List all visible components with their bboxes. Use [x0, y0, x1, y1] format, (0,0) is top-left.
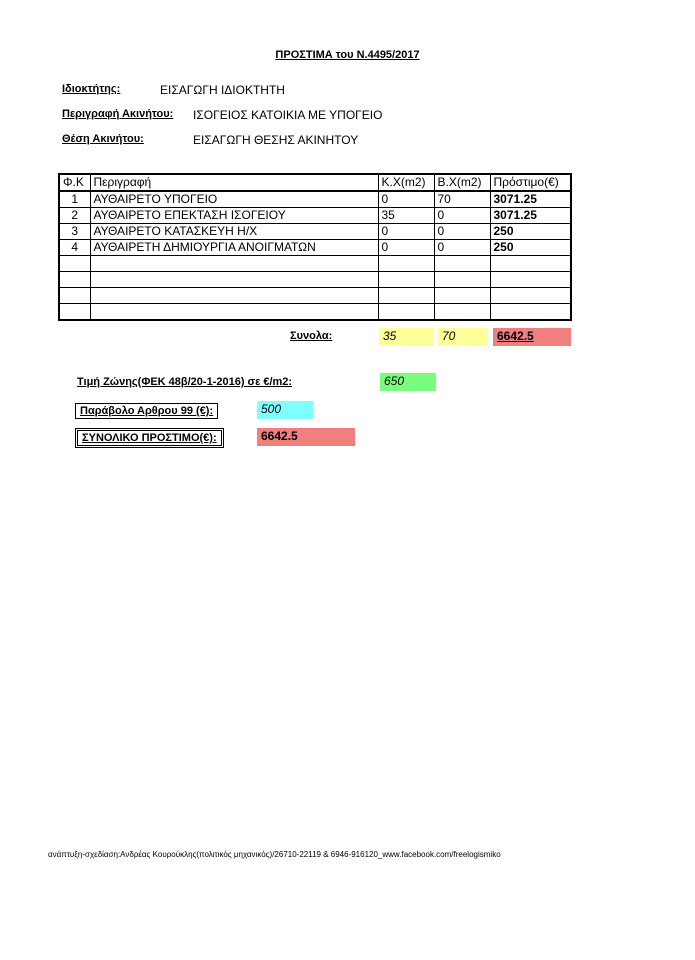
table-row — [59, 208, 571, 224]
cell-empty — [378, 272, 434, 288]
table-row-empty — [59, 304, 571, 321]
header-description: Περιγραφή — [90, 174, 378, 191]
cell-empty — [434, 256, 490, 272]
totals-fine: 6642.5 — [493, 328, 571, 346]
cell-fk: 2 — [59, 208, 90, 224]
cell-kx: 0 — [378, 240, 434, 256]
totals-kx: 35 — [379, 328, 433, 346]
header-bx: Β.Χ(m2) — [434, 174, 490, 191]
total-fine-value: 6642.5 — [257, 428, 355, 446]
property-description-label: Περιγραφή Ακινήτου: — [62, 108, 174, 120]
cell-kx: 0 — [378, 224, 434, 240]
cell-empty — [490, 256, 571, 272]
cell-empty — [378, 256, 434, 272]
cell-empty — [490, 272, 571, 288]
cell-fine: 250 — [490, 240, 571, 256]
page-title — [0, 49, 695, 61]
cell-empty — [434, 304, 490, 321]
cell-fk: 3 — [59, 224, 90, 240]
violations-table — [58, 173, 572, 321]
cell-empty — [378, 304, 434, 321]
table-row-empty — [59, 256, 571, 272]
cell-empty — [434, 272, 490, 288]
cell-empty — [59, 304, 90, 321]
table-header-row — [59, 174, 571, 191]
cell-fine: 3071.25 — [490, 191, 571, 208]
totals-bx: 70 — [438, 328, 488, 346]
fee-label-text: Παράβολο Αρθρου 99 (€): — [80, 405, 214, 417]
cell-description: ΑΥΘΑΙΡΕΤΟ ΕΠΕΚΤΑΣΗ ΙΣΟΓΕΙΟΥ — [90, 208, 378, 224]
zone-price-label: Τιμή Ζώνης(ΦΕΚ 48β/20-1-2016) σε €/m2: — [77, 376, 293, 388]
cell-empty — [490, 304, 571, 321]
cell-empty — [59, 288, 90, 304]
cell-empty — [434, 288, 490, 304]
table-row — [59, 240, 571, 256]
owner-label: Ιδιοκτήτης: — [62, 83, 121, 95]
cell-description: ΑΥΘΑΙΡΕΤΟ ΚΑΤΑΣΚΕΥΗ Η/Χ — [90, 224, 378, 240]
cell-fk: 1 — [59, 191, 90, 208]
cell-bx: 0 — [434, 224, 490, 240]
cell-empty — [378, 288, 434, 304]
cell-kx: 35 — [378, 208, 434, 224]
total-fine-label — [75, 428, 224, 448]
property-location-label: Θέση Ακινήτου: — [62, 133, 144, 145]
cell-empty — [90, 288, 378, 304]
cell-description: ΑΥΘΑΙΡΕΤΟ ΥΠΟΓΕΙΟ — [90, 191, 378, 208]
property-description-value: ΙΣΟΓΕΙΟΣ ΚΑΤΟΙΚΙΑ ΜΕ ΥΠΟΓΕΙΟ — [193, 108, 383, 122]
cell-empty — [90, 272, 378, 288]
table-row-empty — [59, 288, 571, 304]
total-fine-label-text: ΣΥΝΟΛΙΚΟ ΠΡΟΣΤΙΜΟ(€): — [82, 432, 217, 444]
cell-bx: 0 — [434, 240, 490, 256]
property-location-value: ΕΙΣΑΓΩΓΗ ΘΕΣΗΣ ΑΚΙΝΗΤΟΥ — [193, 133, 359, 147]
cell-empty — [90, 256, 378, 272]
cell-empty — [490, 288, 571, 304]
totals-label: Συνολα: — [290, 330, 333, 342]
table-row — [59, 191, 571, 208]
header-kx: Κ.Χ(m2) — [378, 174, 434, 191]
cell-kx: 0 — [378, 191, 434, 208]
cell-fk: 4 — [59, 240, 90, 256]
cell-fine: 250 — [490, 224, 571, 240]
footer-credits: ανάπτυξη-σχεδίαση:Ανδρέας Κουρούκλης(πολιτικός μηχανικός)/26710-22119 & 6946-916120_www.facebook.com/freelogismiko — [48, 850, 501, 859]
cell-bx: 70 — [434, 191, 490, 208]
zone-price-value: 650 — [380, 373, 436, 391]
fee-label — [75, 403, 218, 419]
header-fk: Φ.Κ — [59, 174, 90, 191]
cell-empty — [59, 272, 90, 288]
table-row — [59, 224, 571, 240]
owner-value: ΕΙΣΑΓΩΓΗ ΙΔΙΟΚΤΗΤΗ — [160, 83, 285, 97]
cell-empty — [59, 256, 90, 272]
fee-value: 500 — [257, 401, 313, 419]
page-title-text: ΠΡΟΣΤΙΜΑ του Ν.4495/2017 — [275, 49, 420, 61]
cell-fine: 3071.25 — [490, 208, 571, 224]
cell-bx: 0 — [434, 208, 490, 224]
cell-description: ΑΥΘΑΙΡΕΤΗ ΔΗΜΙΟΥΡΓΙΑ ΑΝΟΙΓΜΑΤΩΝ — [90, 240, 378, 256]
table-row-empty — [59, 272, 571, 288]
cell-empty — [90, 304, 378, 321]
header-fine: Πρόστιμο(€) — [490, 174, 571, 191]
